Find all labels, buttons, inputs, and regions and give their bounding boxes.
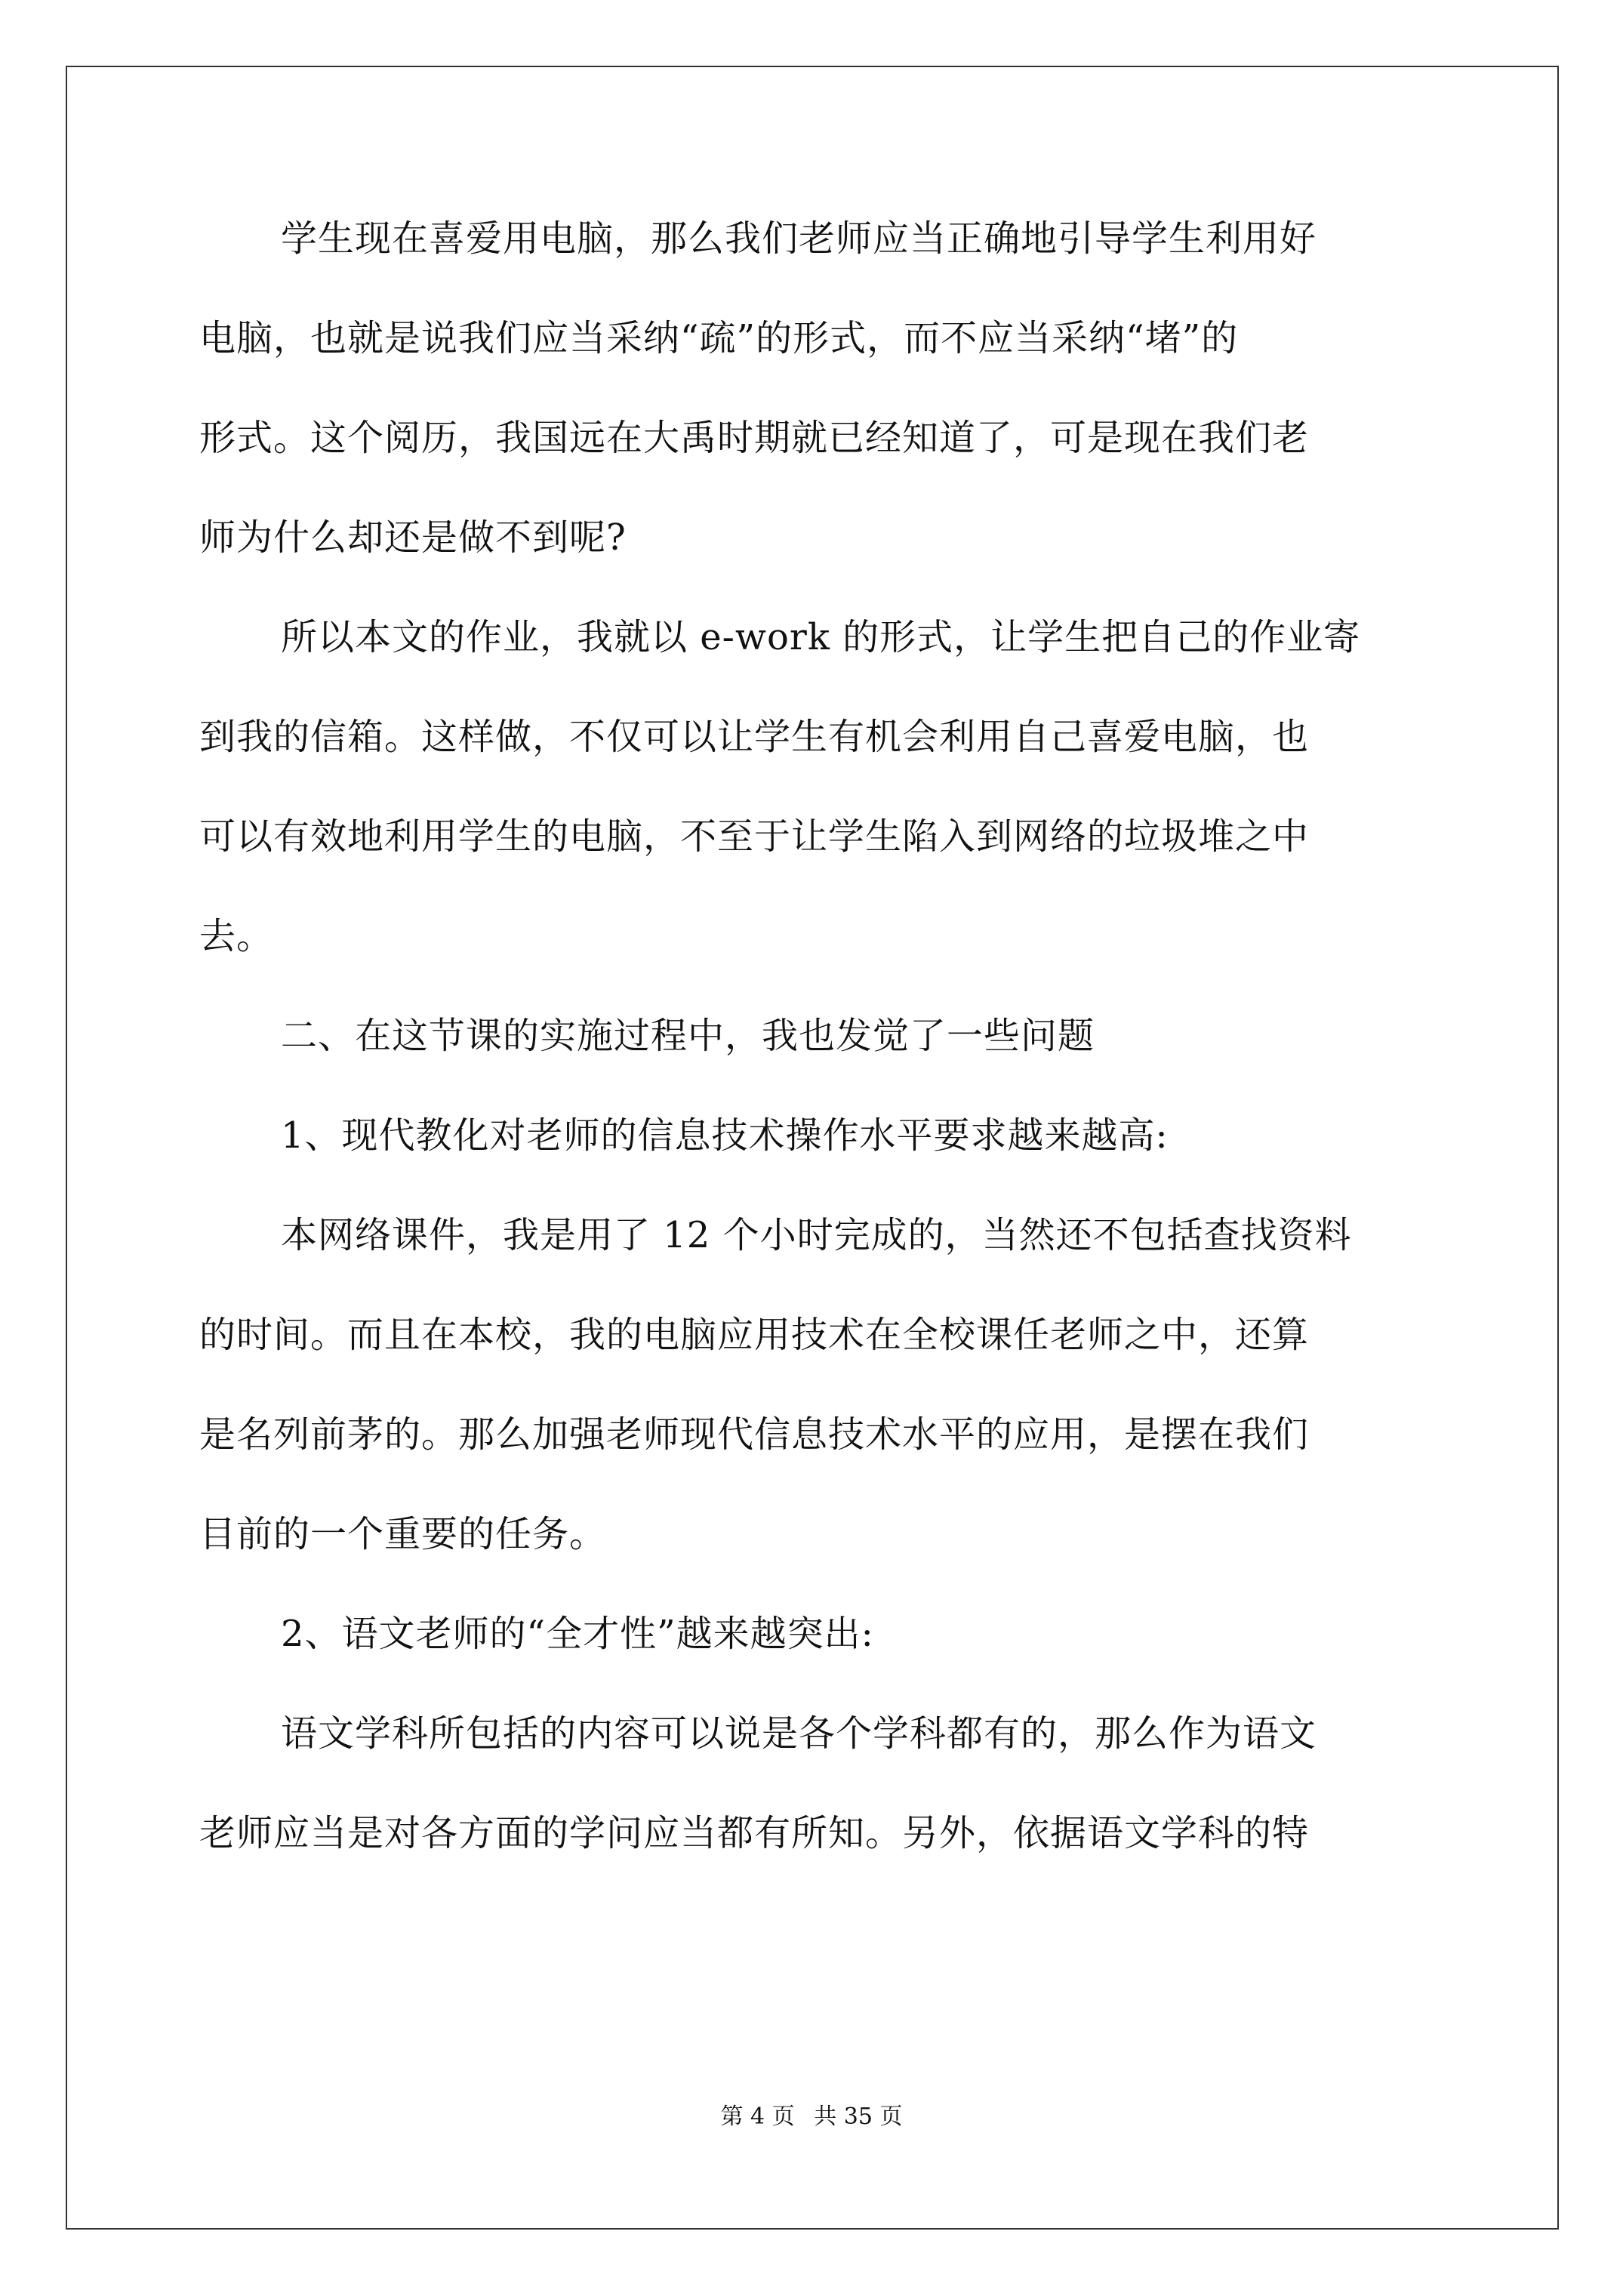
paragraph-line: 可以有效地利用学生的电脑，不至于让学生陷入到网络的垃圾堆之中 bbox=[199, 815, 1310, 858]
paragraph-line: 语文学科所包括的内容可以说是各个学科都有的，那么作为语文 bbox=[281, 1712, 1317, 1755]
paragraph-line: 学生现在喜爱用电脑，那么我们老师应当正确地引导学生利用好 bbox=[281, 217, 1317, 260]
paragraph-line: 形式。这个阅历，我国远在大禹时期就已经知道了，可是现在我们老 bbox=[199, 417, 1310, 459]
page-total: 共 35 页 bbox=[814, 2103, 903, 2130]
paragraph-line: 的时间。而且在本校，我的电脑应用技术在全校课任老师之中，还算 bbox=[199, 1314, 1310, 1356]
paragraph-line: 目前的一个重要的任务。 bbox=[199, 1513, 607, 1555]
paragraph-line: 到我的信箱。这样做，不仅可以让学生有机会利用自己喜爱电脑，也 bbox=[199, 716, 1310, 758]
paragraph-line: 老师应当是对各方面的学问应当都有所知。另外，依据语文学科的特 bbox=[199, 1812, 1310, 1854]
paragraph-line: 是名列前茅的。那么加强老师现代信息技术水平的应用，是摆在我们 bbox=[199, 1413, 1310, 1456]
paragraph-line: 去。 bbox=[199, 915, 274, 957]
subsection-heading: 1、现代教化对老师的信息技术操作水平要求越来越高: bbox=[281, 1114, 1169, 1157]
subsection-heading: 2、语文老师的“全才性”越来越突出: bbox=[281, 1613, 874, 1655]
page-number: 第 4 页 bbox=[720, 2103, 795, 2130]
section-heading: 二、在这节课的实施过程中，我也发觉了一些问题 bbox=[281, 1015, 1095, 1057]
paragraph-line: 师为什么却还是做不到呢? bbox=[199, 516, 627, 559]
document-body bbox=[199, 216, 1433, 1910]
paragraph-line: 所以本文的作业，我就以 e-work 的形式，让学生把自己的作业寄 bbox=[281, 616, 1361, 658]
page-footer bbox=[0, 2097, 1623, 2131]
paragraph-line: 电脑，也就是说我们应当采纳“疏”的形式，而不应当采纳“堵”的 bbox=[199, 317, 1239, 359]
paragraph-line: 本网络课件，我是用了 12 个小时完成的，当然还不包括查找资料 bbox=[281, 1214, 1352, 1256]
